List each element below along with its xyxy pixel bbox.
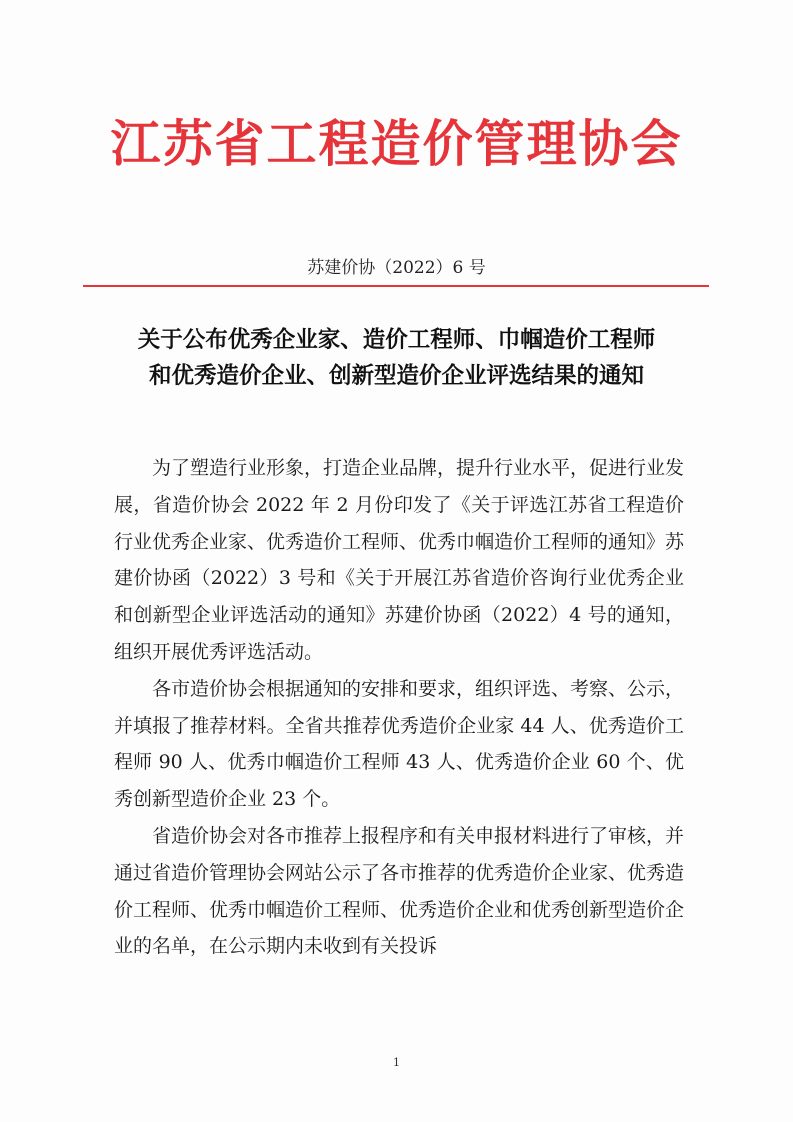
body-paragraph-1: 为了塑造行业形象，打造企业品牌，提升行业水平，促进行业发展，省造价协会 2022 年 2 月份印发了《关于评选江苏省工程造价行业优秀企业家、优秀造价工程师、优秀巾帼造价工程师的通知》苏建价协函（2022）3 号和《关于开展江苏省造价咨询行业优秀企业和创新型企业评选活动的通知》苏建价协函（2022）4 号的通知，组织开展优秀评选活动。 <box>114 457 685 663</box>
title-line-2: 和优秀造价企业、创新型造价企业评选结果的通知 <box>148 363 644 389</box>
body-paragraph-2: 各市造价协会根据通知的安排和要求，组织评选、考察、公示，并填报了推荐材料。全省共推荐优秀造价企业家 44 人、优秀造价工程师 90 人、优秀巾帼造价工程师 43 人、优秀造价企业 60 个、优秀创新型造价企业 23 个。 <box>114 677 685 811</box>
document-title <box>60 322 733 394</box>
document-number: 苏建价协（2022）6 号 <box>307 258 486 278</box>
body-paragraph-3: 省造价协会对各市推荐上报程序和有关申报材料进行了审核，并通过省造价管理协会网站公示了各市推荐的优秀造价企业家、优秀造价工程师、优秀巾帼造价工程师、优秀造价企业和优秀创新型造价企业的名单，在公示期内未收到有关投诉 <box>114 824 685 958</box>
page-number: 1 <box>393 1056 400 1069</box>
organization-header: 江苏省工程造价管理协会 <box>110 114 683 173</box>
title-line-1: 关于公布优秀企业家、造价工程师、巾帼造价工程师 <box>137 327 656 353</box>
header-divider <box>83 285 709 287</box>
document-body <box>114 450 684 965</box>
